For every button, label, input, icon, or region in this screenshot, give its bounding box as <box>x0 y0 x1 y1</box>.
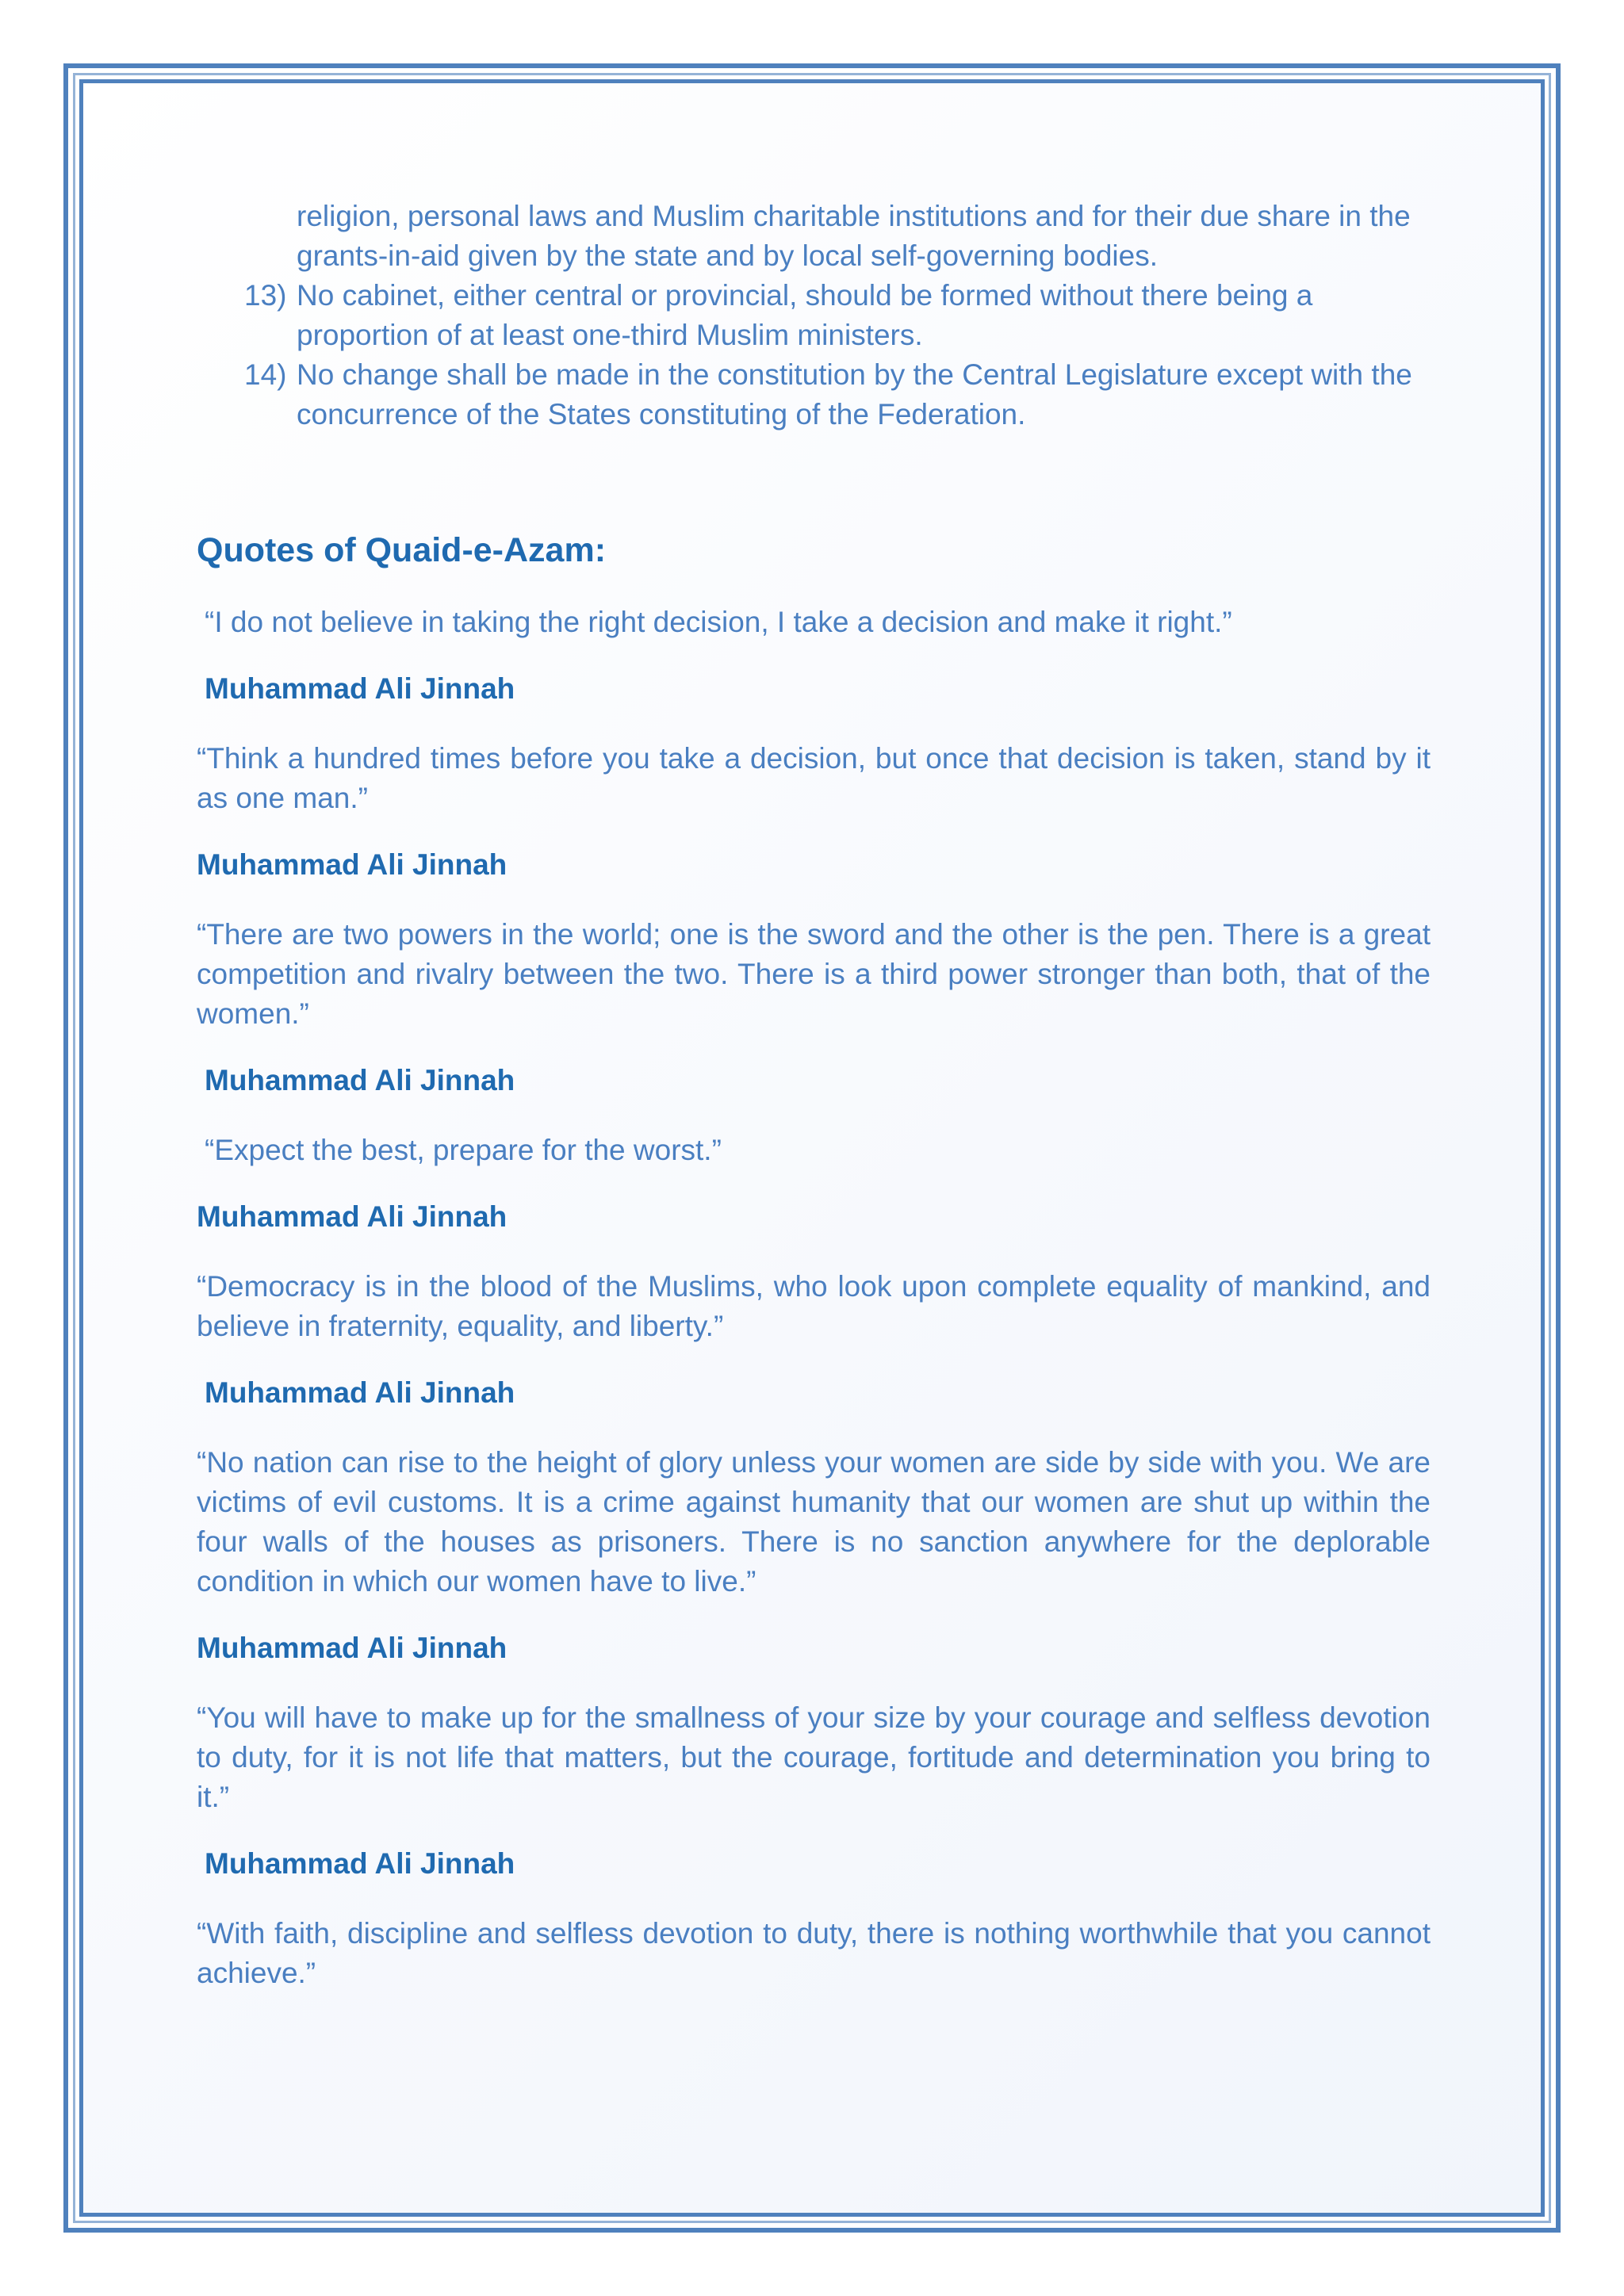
quote-text: “With faith, discipline and selfless devotion to duty, there is nothing worthwhile that you cannot achieve.” <box>197 1917 1431 1989</box>
quote-text: “No nation can rise to the height of glory unless your women are side by side with you. We are victims of evil customs. It is a crime against humanity that our women are shut up within the four walls of the houses as prisoners. There is no sanction anywhere for the deplorable condition in which our women have to live.” <box>197 1446 1431 1598</box>
list-item <box>197 276 1431 355</box>
list-item <box>197 197 1431 276</box>
numbered-list <box>197 197 1431 434</box>
quote-author: Muhammad Ali Jinnah <box>205 1064 515 1096</box>
quote-text: “Democracy is in the blood of the Muslims, who look upon complete equality of mankind, and believe in fraternity, equality, and liberty.” <box>197 1270 1431 1342</box>
quote-author: Muhammad Ali Jinnah <box>205 1376 515 1409</box>
quote-text: “You will have to make up for the smallness of your size by your courage and selfless devotion to duty, for it is not life that matters, but the courage, fortitude and determination you bring to it.” <box>197 1701 1431 1813</box>
quote-author: Muhammad Ali Jinnah <box>205 1847 515 1880</box>
quote-author: Muhammad Ali Jinnah <box>197 1632 508 1664</box>
page-content <box>197 197 1431 1993</box>
list-item-text: No change shall be made in the constitution by the Central Legislature except with the concurrence of the States constituting of the Federation. <box>297 358 1412 430</box>
section-heading: Quotes of Quaid-e-Azam: <box>197 531 607 569</box>
quote-author: Muhammad Ali Jinnah <box>197 1200 508 1233</box>
quote-text: “I do not believe in taking the right decision, I take a decision and make it right.” <box>205 606 1232 638</box>
quote-text: “There are two powers in the world; one is the sword and the other is the pen. There is a great competition and rivalry between the two. There is a third power stronger than both, that of the women.” <box>197 918 1431 1030</box>
quote-text: “Expect the best, prepare for the worst.” <box>205 1134 722 1166</box>
list-number: 13) <box>244 279 287 312</box>
quote-author: Muhammad Ali Jinnah <box>205 672 515 705</box>
list-item-text: No cabinet, either central or provincial, should be formed without there being a proportion of at least one-third Muslim ministers. <box>297 279 1313 351</box>
list-number: 14) <box>244 358 287 391</box>
quote-text: “Think a hundred times before you take a decision, but once that decision is taken, stand by it as one man.” <box>197 742 1431 814</box>
list-item <box>197 355 1431 434</box>
quote-author: Muhammad Ali Jinnah <box>197 848 508 881</box>
list-item-text: religion, personal laws and Muslim charitable institutions and for their due share in the grants-in-aid given by the state and by local self-governing bodies. <box>297 200 1411 272</box>
